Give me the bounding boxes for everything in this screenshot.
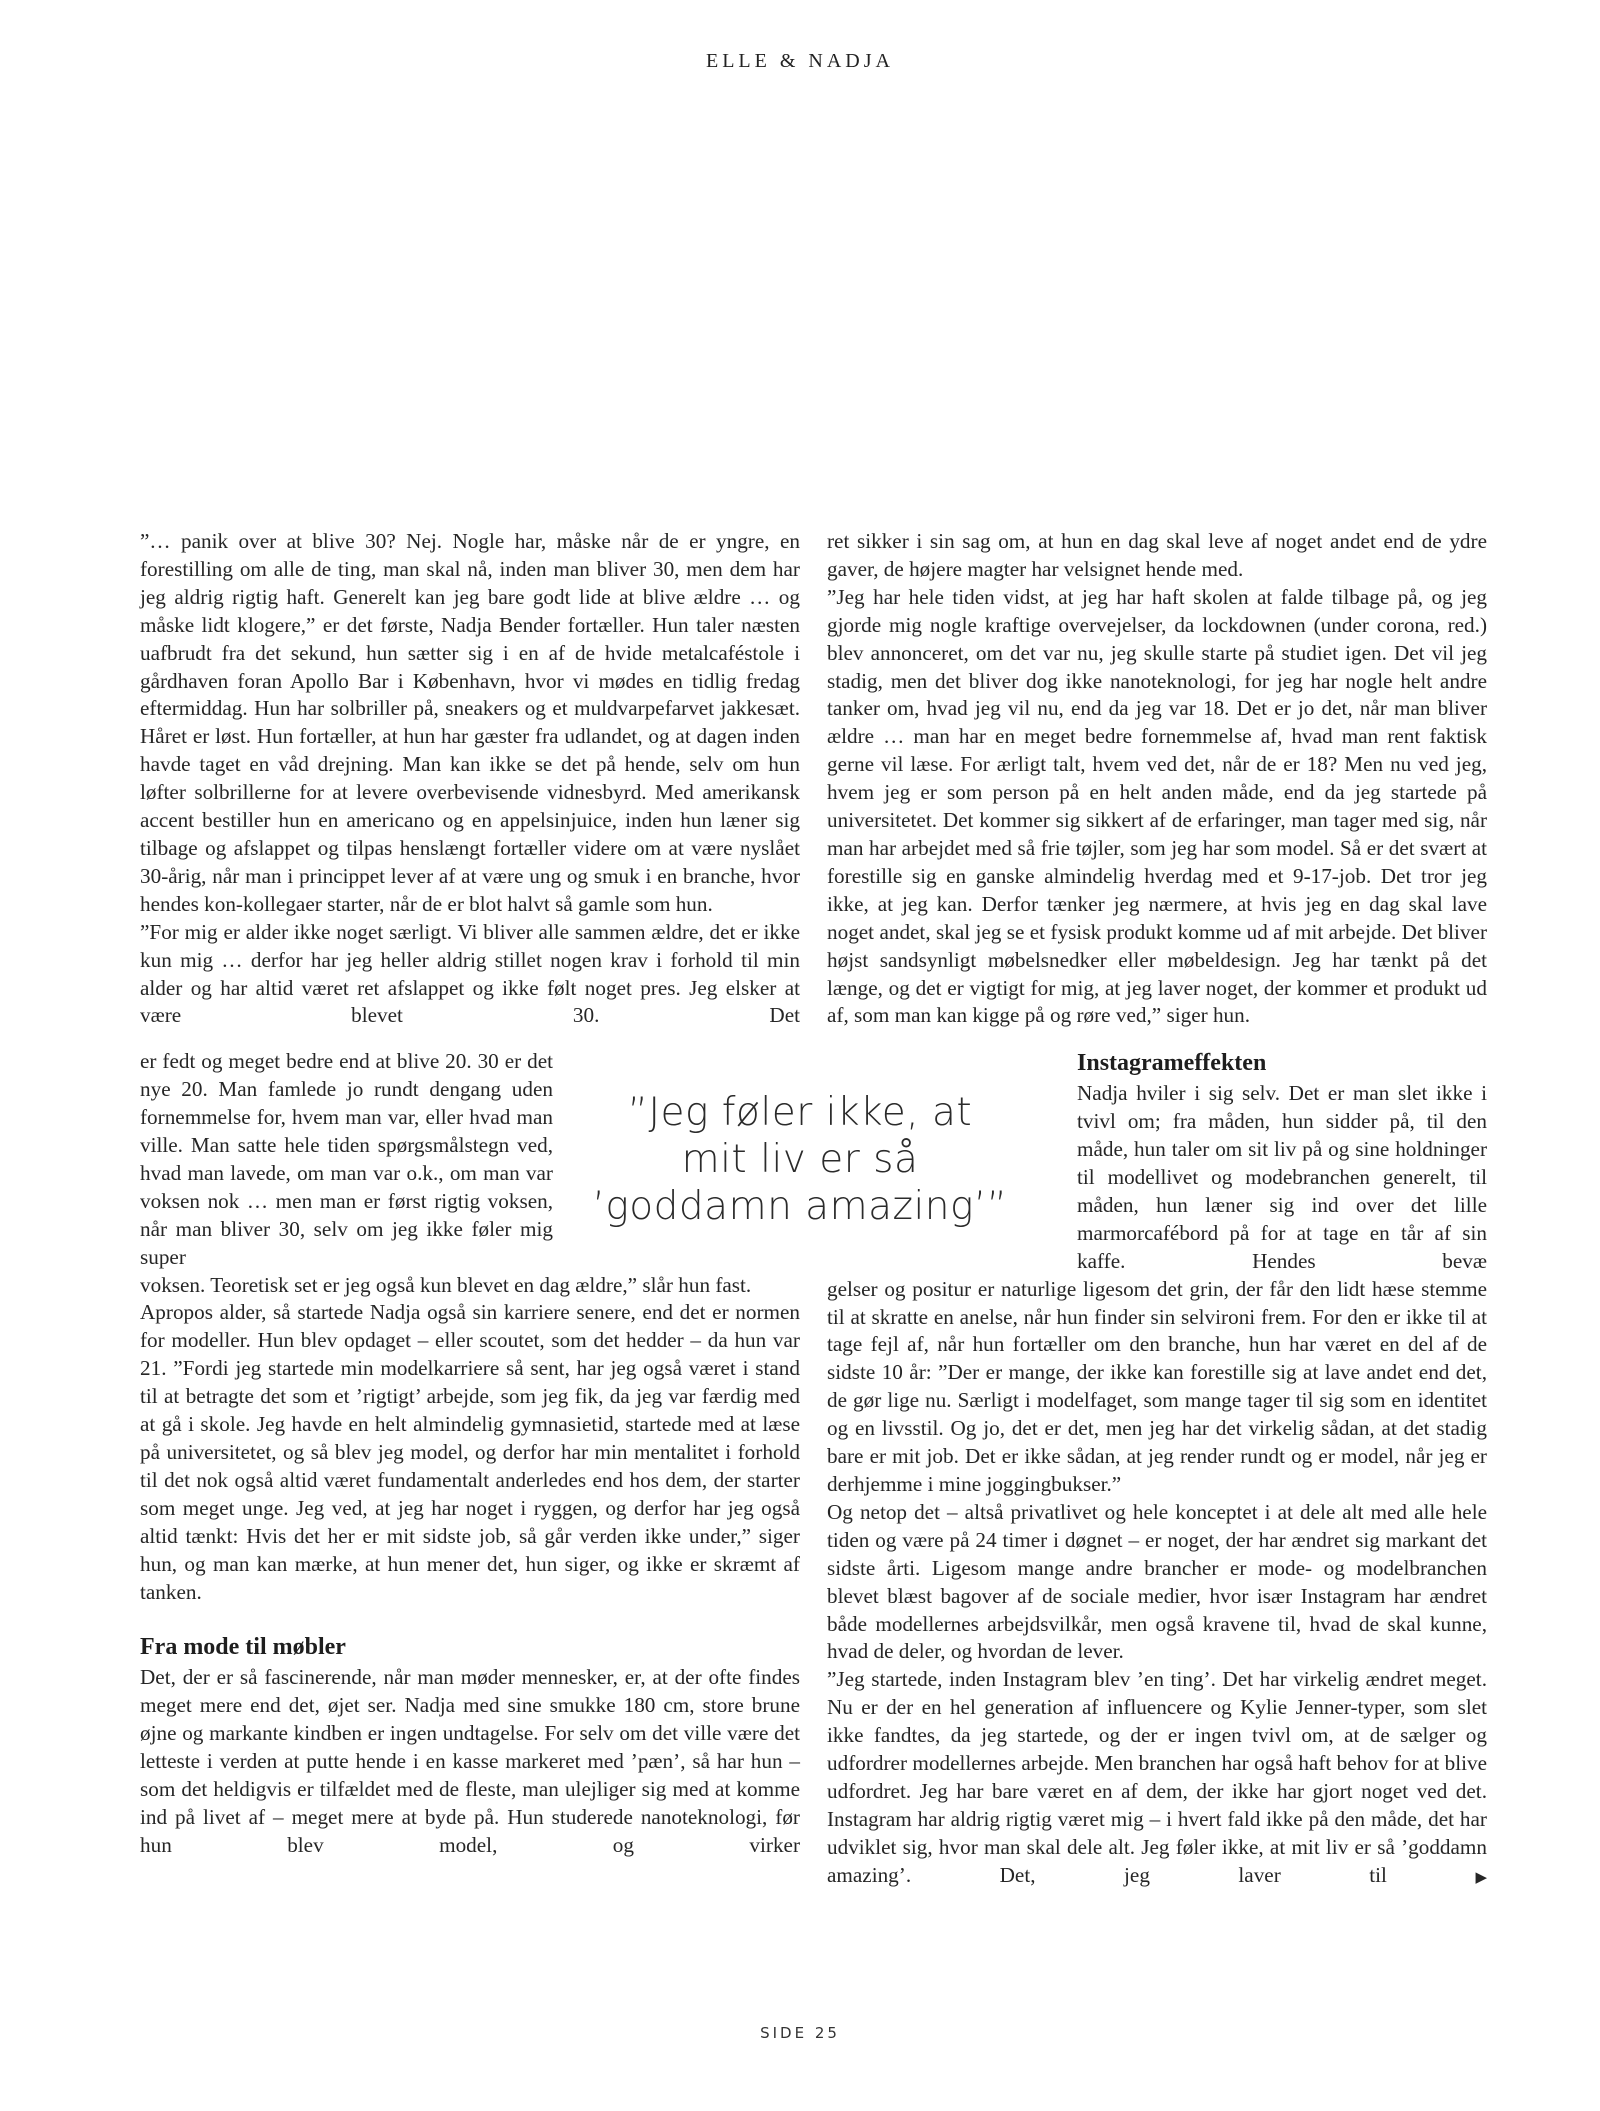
paragraph: ”For mig er alder ikke noget særligt. Vi bliver alle sammen ældre, det er ikke kun mig … derfor har jeg heller aldrig stillet nogen krav i forhold til min alder og har altid været ret afslappet og ikke følt noget pres. Jeg elsker at være blevet 30. Det xyxy=(140,919,800,1028)
paragraph xyxy=(827,1666,1487,1892)
paragraph: Det, der er så fascinerende, når man møder mennesker, er, at der ofte findes meget mere end det, øjet ser. Nadja med sine smukke 180 cm, store brune øjne og markante kindben er ingen undtagelse. For selv om det ville være det letteste i verden at putte hende i en kasse markeret med ’pæn’, så har hun – som det heldigvis er tilfældet med de fleste, man ulejliger sig med at komme ind på livet af – meget mere at byde på. Hun studerede nanoteknologi, før hun blev model, og virker xyxy=(140,1665,800,1857)
paragraph-text: ”Jeg startede, inden Instagram blev ’en ting’. Det har virkelig ændret meget. Nu er der en hel generation af influencere og Kylie Jenner-typer, som slet ikke fandtes, da jeg startede, og der er ingen tvivl om, at de sælger og udfordrer modellernes arbejde. Men branchen har også haft behov for at blive udfordret. Jeg har bare været en af dem, der ikke har gjort noget ved det. Instagram har aldrig rigtig været mig – i hvert fald ikke på den måde, det har udviklet sig, hvor man skal dele alt. Jeg føler ikke, at mit liv er så ’goddamn amazing’. Det, jeg laver til xyxy=(827,1667,1487,1887)
paragraph: Apropos alder, så startede Nadja også sin karriere senere, end det er normen for modeller. Hun blev opdaget – eller scoutet, som det hedder – da hun var 21. ”Fordi jeg startede min modelkarriere så sent, har jeg også været i stand til at betragte det som et ’rigtigt’ arbejde, som jeg fik, da jeg var færdig med at gå i skole. Jeg havde en helt almindelig gymnasietid, startede med at læse på universitetet, og så blev jeg model, og derfor har min mentalitet i forhold til det nok også altid været fundamentalt anderledes end hos dem, der starter som meget unge. Jeg ved, at jeg har noget i ryggen, og derfor har jeg også altid tænkt: Hvis det her er mit sidste job, så går verden ikke under,” siger hun, og man kan mærke, at hun mener det, hun siger, og ikke er skræmt af tanken. xyxy=(140,1300,800,1604)
magazine-section-header: ELLE & NADJA xyxy=(706,50,894,72)
paragraph: gelser og positur er naturlige ligesom det grin, der får den lidt hæse stemme til at skratte en anelse, når hun finder sin selvironi frem. For den er ikke til at tage fejl af, når hun fortæller om den branche, hun har været en del af de sidste 10 år: ”Der er mange, der ikke kan forestille sig at lave andet end det, de gør lige nu. Særligt i modelfaget, som mange tager til sig som en identitet og en livsstil. Og jo, det er det, men jeg har det virkelig sådan, at det stadig bare er mit job. Det er ikke sådan, at jeg render rundt og er model, når jeg er derhjemme i mine joggingbukser.” xyxy=(827,1276,1487,1496)
narrow-section xyxy=(1077,1048,1487,1275)
paragraph: Nadja hviler i sig selv. Det er man slet ikke i tvivl om; fra måden, hun sidder på, til den måde, hun taler om sit liv på og sine holdninger til modellivet og modebranchen generelt, til måden, hun læner sig ind over det lille marmorcafébord på for at tage en tår af sin kaffe. Hendes bevæ xyxy=(1077,1081,1487,1273)
paragraph: ”… panik over at blive 30? Nej. Nogle har, måske når de er yngre, en forestilling om alle de ting, man skal nå, inden man bliver 30, men dem har jeg aldrig rigtig haft. Generelt kan jeg bare godt lide at blive ældre … og måske lidt klogere,” er det første, Nadja Bender fortæller. Hun taler næsten uafbrudt fra det sekund, hun sætter sig i en af de hvide metalcaféstole i gårdhaven foran Apollo Bar i København, hvor vi mødes en tidlig fredag eftermiddag. Hun har solbriller på, sneakers og et muldvarpefarvet jakkesæt. Håret er løst. Hun fortæller, at hun har gæster fra udlandet, og at dagen inden havde taget en våd drejning. Man kan ikke se det på hende, selv om hun løfter solbrillerne for at levere overbevisende vidnesbyrd. Med amerikansk accent bestiller hun en americano og en appelsinjuice, inden hun læner sig tilbage og afslappet og tilpas henslængt fortæller videre om at være nyslået 30-årig, når man i princippet lever af at være ung og smuk i en branche, hvor hendes kon-kollegaer starter, når de er blot halvt så gamle som hun. xyxy=(140,529,800,916)
pull-quote-line: ”Jeg føler ikke, at xyxy=(627,1090,973,1136)
page-number: SIDE 25 xyxy=(760,2024,840,2042)
pull-quote-line: mit liv er så xyxy=(681,1137,919,1183)
right-column xyxy=(827,528,1487,1893)
pull-quote-line: ’goddamn amazing’” xyxy=(592,1184,1008,1230)
paragraph: ”Jeg har hele tiden vidst, at jeg har haft skolen at falde tilbage på, og jeg gjorde mig nogle kraftige overvejelser, da lockdownen (under corona, red.) blev annonceret, om det var nu, jeg skulle starte på studiet igen. Det vil jeg stadig, men det bliver dog ikke nanoteknologi, for jeg har nogle helt andre tanker om, hvad jeg vil nu, end da jeg var 18. Det er jo det, når man bliver ældre … man har en meget bedre fornemmelse af, hvad man rent faktisk gerne vil læse. For ærligt talt, hvem ved det, når de er 18? Men nu ved jeg, hvem jeg er som person på en helt anden måde, end da jeg startede på universitetet. Det kommer sig sikkert af de erfaringer, man tager med sig, når man har arbejdet med så frie tøjler, som jeg har som model. Så er det svært at forestille sig en ganske almindelig hverdag med et 9-17-job. Det tror jeg ikke, at jeg kan. Derfor tænker jeg nærmere, at hvis jeg en dag skal lave noget andet, skal jeg se et fysisk produkt komme ud af mit arbejde. Det bliver højst sandsynligt møbelsnedker eller møbeldesign. Jeg har tænkt på det længe, og det er vigtigt for mig, at jeg laver noget, der kommer et produkt ud af, som man kan kigge på og røre ved,” siger hun. xyxy=(827,584,1487,1028)
section-heading: Fra mode til møbler xyxy=(140,1634,346,1661)
paragraph: voksen. Teoretisk set er jeg også kun blevet en dag ældre,” slår hun fast. xyxy=(140,1272,752,1297)
triangle-right-icon: ▶ xyxy=(1475,1869,1487,1886)
paragraph: Og netop det – altså privatlivet og hele konceptet i at dele alt med alle hele tiden og være på 24 timer i døgnet – er noget, der har ændret sig markant det sidste årti. Ligesom mange andre brancher er mode- og modelbranchen blevet blæst bagover af de sociale medier, hvor især Instagram har ændret både modellernes arbejdsvilkår, men også kravene til, hvad de skal kunne, hvad de deler, og hvordan de lever. xyxy=(827,1499,1487,1664)
paragraph: er fedt og meget bedre end at blive 20. 30 er det nye 20. Man famlede jo rundt dengang uden fornemmelse for, hvem man var, eller hvad man ville. Man satte hele tiden spørgsmålstegn ved, hvad man lavede, om man var o.k., om man var voksen nok … men man er først rigtig voksen, når man bliver 30, selv om jeg ikke føler mig super xyxy=(140,1049,553,1269)
paragraph: ret sikker i sin sag om, at hun en dag skal leve af noget andet end de ydre gaver, de højere magter har velsignet hende med. xyxy=(827,529,1487,581)
section-heading: Instagrameffekten xyxy=(1077,1050,1267,1077)
